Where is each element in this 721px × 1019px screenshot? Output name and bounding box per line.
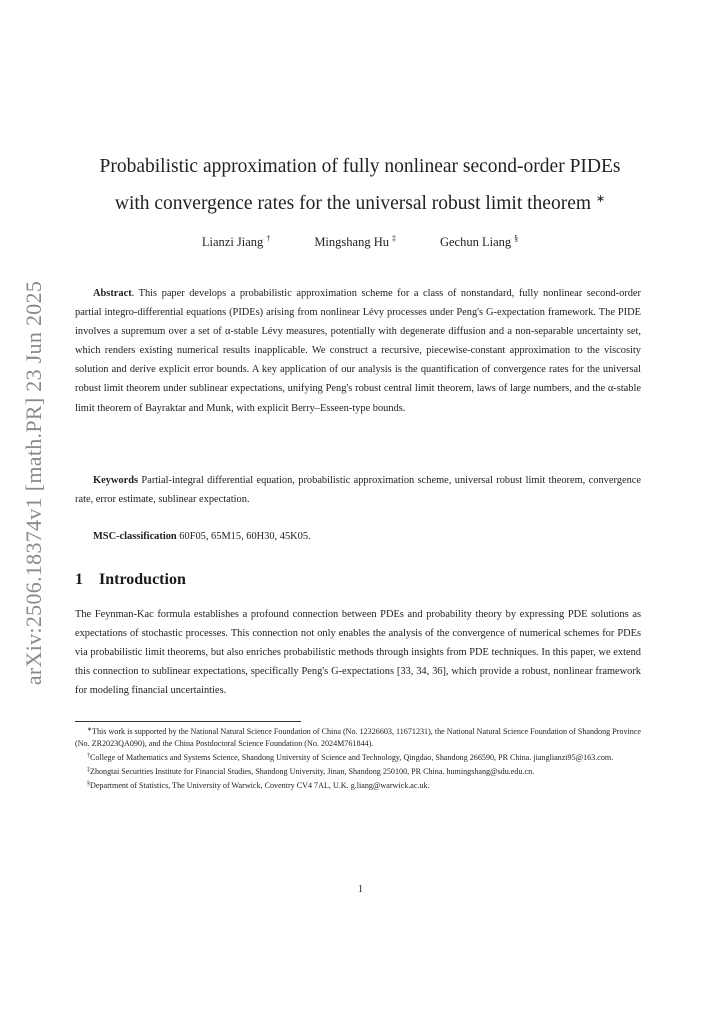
section-heading-introduction (75, 571, 186, 589)
author-footnote-mark[interactable]: ‡ (391, 234, 396, 243)
paper-title (60, 150, 660, 220)
author-footnote-mark[interactable]: § (514, 234, 519, 243)
footnote-text: Zhongtai Securities Institute for Financial Studies, Shandong University, Jinan, Shandong 250100, PR China. humingshang@sdu.edu.cn. (90, 767, 535, 777)
title-footnote-mark[interactable]: ∗ (595, 193, 606, 205)
abstract-text: . This paper develops a probabilistic approximation scheme for a class of nonstandard, fully nonlinear second-order partial integro-differential equations (PIDEs) arising from nonlinear Lévy processes under Peng's G-expectation framework. The PIDE involves a supremum over a set of α-stable Lévy measures, potentially with degenerate diffusion and a non-separable uncertainty set, which renders existing numerical results inapplicable. We construct a recursive, piecewise-constant approximation to the viscosity solution and derive explicit error bounds. A key application of our analysis is the quantification of convergence rates for the universal robust limit theorem under sublinear expectations, unifying Peng's robust central limit theorem, laws of large numbers, and the α-stable limit theorem of Bayraktar and Munk, with explicit Berry–Esseen-type bounds. (75, 288, 641, 414)
section-title: Introduction (99, 571, 186, 588)
page-number: 1 (357, 884, 364, 895)
author-name: Gechun Liang (439, 235, 512, 249)
msc-text: 60F05, 65M15, 60H30, 45K05. (176, 531, 311, 542)
author-3 (440, 234, 518, 250)
author-2 (314, 234, 396, 250)
footnote-funding (75, 724, 641, 750)
keywords-text: Partial-integral differential equation, probabilistic approximation scheme, universal robust limit theorem, convergence rate, error estimate, sublinear expectation. (75, 475, 641, 506)
footnote-text: This work is supported by the National Natural Science Foundation of China (No. 12326603, 11671231), the National Natural Science Foundation of Shandong Province (No. ZR2023QA090), and the China Postdoctoral Science Foundation (No. 2024M761844). (75, 727, 641, 749)
footnote-divider (75, 721, 301, 722)
keywords-label: Keywords (93, 475, 139, 486)
author-name: Lianzi Jiang (201, 235, 264, 249)
footnote-mark: ‡ (87, 767, 90, 774)
section-number: 1 (75, 571, 83, 588)
author-list (60, 234, 660, 250)
arxiv-identifier-stamp (14, 280, 54, 686)
title-line-1: Probabilistic approximation of fully nonlinear second-order PIDEs (99, 156, 621, 177)
footnote-affiliation-1 (75, 750, 641, 764)
author-name: Mingshang Hu (314, 235, 389, 249)
author-footnote-mark[interactable]: † (266, 234, 271, 243)
msc-label: MSC-classification (93, 531, 177, 542)
msc-classification (75, 527, 641, 546)
keywords (75, 471, 641, 509)
title-line-2 (60, 183, 660, 220)
title-line-2-text: with convergence rates for the universal robust limit theorem (114, 193, 592, 214)
introduction-paragraph: The Feynman-Kac formula establishes a profound connection between PDEs and probability theory by expressing PDE solutions as expectations of stochastic processes. This connection not only enables the analysis of the convergence of numerical schemes for PDEs via probabilistic limit theorems, but also enriches probabilistic methods through insights from PDE techniques. In this paper, we extend this connection to sublinear expectations, specifically Peng's G-expectations [33, 34, 36], which provide a robust, nonlinear framework for modeling financial uncertainties. (75, 609, 641, 697)
footnote-affiliation-2 (75, 764, 641, 778)
footnotes (75, 724, 641, 792)
footnote-mark: ∗ (87, 727, 93, 733)
footnote-text: College of Mathematics and Systems Science, Shandong University of Science and Technology, Qingdao, Shandong 266590, PR China. jianglianzi95@163.com. (90, 753, 614, 763)
abstract (75, 284, 641, 418)
footnote-text: Department of Statistics, The University of Warwick, Coventry CV4 7AL, U.K. g.liang@warwick.ac.uk. (90, 781, 430, 791)
footnote-affiliation-3 (75, 778, 641, 792)
abstract-label: Abstract (93, 288, 132, 299)
footnote-mark: § (87, 781, 90, 788)
footnote-mark: † (87, 753, 90, 760)
author-1 (202, 234, 270, 250)
arxiv-identifier: arXiv:2506.18374v1 [math.PR] 23 Jun 2025 (21, 280, 47, 686)
